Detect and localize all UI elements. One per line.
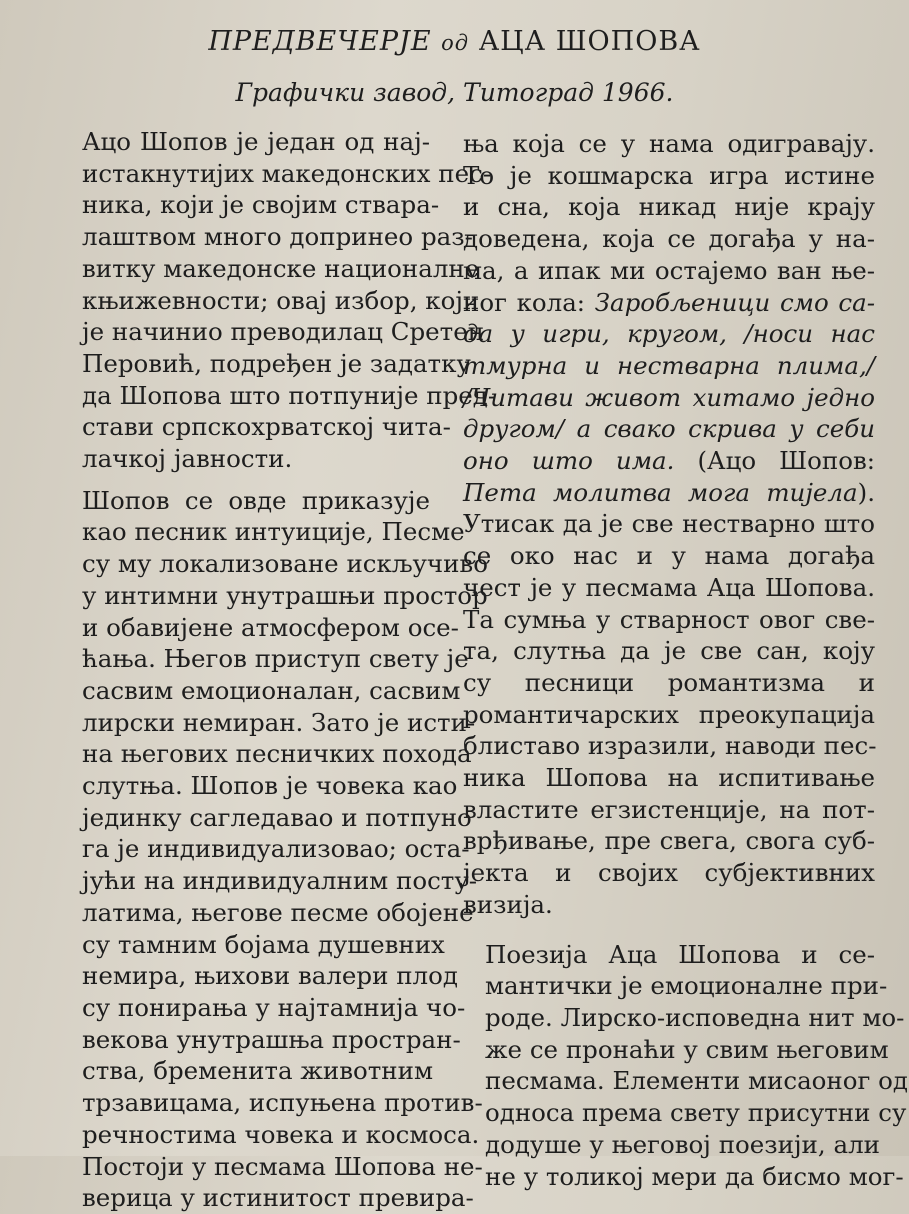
text-line: мантички је емоционалне при- — [485, 971, 888, 1001]
text-line: чест је у песмама Аца Шопова. — [463, 572, 875, 602]
left-paragraph-2 — [60, 485, 488, 1214]
publication-info: Графички завод, Титоград 1966. — [235, 78, 674, 107]
text-line: Шопов се овде приказује — [82, 485, 430, 515]
text-segment: ног кола: — [463, 287, 595, 317]
text-line: на његових песничких похода — [82, 739, 472, 769]
text-line: ма, а ипак ми остајемо ван ње- — [463, 255, 875, 285]
text-line: властите егзистенције, на пот- — [463, 794, 875, 824]
text-segment: ). — [857, 477, 875, 507]
text-line: додуше у његовој поезији, али — [485, 1129, 880, 1159]
quoted-verse: Заробљеници смо са- — [594, 287, 875, 317]
text-line: сасвим емоционалан, сасвим — [82, 675, 461, 705]
quoted-verse: оно што има. — [463, 446, 675, 476]
text-line: Перовић, подређен је задатку — [82, 348, 471, 378]
text-line: доведена, која се догађа у на- — [463, 224, 875, 254]
text-line: Ацо Шопов је један од нај- — [82, 127, 430, 156]
text-line: у интимни унутрашњи простор — [82, 580, 488, 610]
text-line: песмама. Елементи мисаоног од — [485, 1066, 908, 1096]
text-line — [463, 287, 875, 319]
text-line: Постоји у песмама Шопова не- — [82, 1151, 483, 1181]
text-line: ства, бременита животним — [82, 1056, 434, 1086]
text-line: стави српскохрватској чита- — [82, 412, 451, 442]
right-column — [463, 128, 908, 1192]
text-line: га је индивидуализовао; оста- — [82, 834, 470, 864]
text-line: јекта и својих субјективних — [463, 858, 875, 888]
left-paragraph-1 — [60, 126, 497, 475]
text-line: верица у истинитост превира- — [82, 1183, 474, 1213]
text-line: лаштвом много допринео раз- — [82, 222, 473, 252]
text-line: односа према свету присутни су — [485, 1098, 907, 1128]
text-line: блиставо изразили, наводи пес- — [463, 731, 877, 761]
text-line: не у толикој мери да бисмо мог- — [485, 1161, 904, 1191]
text-line: Та сумња у стварност овог све- — [463, 604, 875, 634]
text-line: витку македонске националне — [82, 253, 480, 283]
quoted-verse-line: другом/ а свако скрива у себи — [463, 414, 875, 444]
text-line: же се пронаћи у свим његовим — [485, 1034, 889, 1064]
text-line: и обавијене атмосфером осе- — [82, 612, 459, 642]
text-line: векова унутрашња простран- — [82, 1024, 461, 1054]
text-line: ника Шопова на испитивање — [463, 763, 875, 793]
text-line: истакнутијих македонских пес- — [82, 158, 492, 188]
title-author: АЦА ШОПОВА — [478, 26, 701, 57]
text-line: лачкој јавности. — [82, 444, 293, 474]
text-line: романтичарских преокупација — [463, 699, 875, 729]
text-line: јући на индивидуалним посту- — [82, 866, 478, 896]
text-line: немира, њихови валери плод — [82, 961, 458, 991]
title-connector: од — [441, 31, 470, 55]
quoted-verse-line: /Читави живот хитамо једно — [463, 382, 875, 412]
review-title — [0, 26, 909, 57]
text-line: су тамним бојама душевних — [82, 929, 445, 959]
text-line: То је кошмарска игра истине — [463, 160, 875, 190]
text-line: и сна, која никад није крају — [463, 192, 875, 222]
right-paragraph-1 — [463, 128, 875, 921]
text-line: јединку сагледавао и потпуно — [82, 802, 472, 832]
text-line: се око нас и у нама догађа — [463, 541, 875, 571]
text-line: као песник интуиције, Песме — [82, 517, 465, 547]
text-line: су му локализоване искључиво — [82, 549, 488, 579]
text-line: слутња. Шопов је човека као — [82, 771, 458, 801]
text-line: су понирања у најтамнија чо- — [82, 992, 466, 1022]
text-line: латима, његове песме обојене — [82, 897, 474, 927]
right-paragraph-2 — [463, 939, 908, 1193]
quoted-verse-line: да у игри, кругом, /носи нас — [463, 319, 875, 349]
text-line: визија. — [463, 889, 553, 919]
text-line — [463, 477, 875, 509]
text-line: је начинио преводилац Сретен — [82, 317, 485, 347]
poem-title: Пета молитва мога тијела — [463, 477, 858, 507]
text-line: да Шопова што потпуније пред- — [82, 380, 497, 410]
text-line — [463, 445, 875, 477]
text-segment: (Ацо Шопов: — [674, 446, 875, 476]
text-line: трзавицама, испуњена против- — [82, 1088, 483, 1118]
left-column — [60, 126, 497, 1214]
text-line: ња која се у нама одигравају. — [463, 129, 875, 158]
text-line: су песници романтизма и — [463, 667, 875, 697]
text-line: лирски немиран. Зато је исти- — [82, 707, 476, 737]
text-line: врђивање, пре свега, свога суб- — [463, 826, 875, 856]
text-line: ћања. Његов приступ свету је — [82, 644, 469, 674]
text-line: роде. Лирско-исповедна нит мо- — [485, 1002, 905, 1032]
text-line: та, слутња да је све сан, коју — [463, 636, 875, 666]
text-line: Утисак да је све нестварно што — [463, 509, 875, 539]
title-book-name: ПРЕДВЕЧЕРЈЕ — [208, 26, 432, 57]
quoted-verse-line: тмурна и нестварна плима,/ — [463, 350, 875, 380]
text-line: Поезија Аца Шопова и се- — [485, 939, 875, 969]
text-line: ника, који је својим ствара- — [82, 190, 440, 220]
text-line: књижевности; овај избор, који — [82, 285, 480, 315]
text-line: речностима човека и космоса. — [82, 1119, 480, 1149]
